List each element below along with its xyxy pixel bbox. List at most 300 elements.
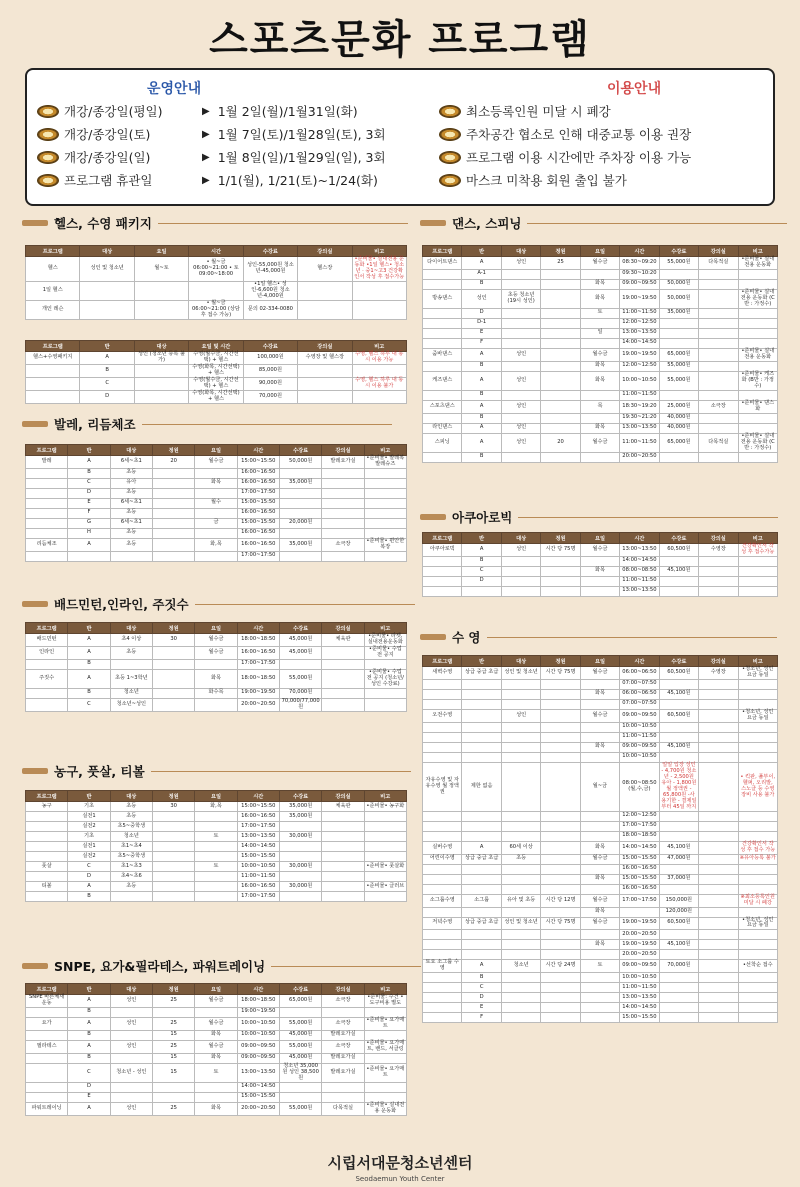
table-cell: 성인 및 청소년 [501,917,540,930]
table-cell: 인라인 [26,646,68,659]
table-cell: 발레요가실 [322,1030,364,1040]
column-header: 강의실 [322,984,364,995]
table-cell: 13:00~13:50 [620,586,659,596]
table-cell [68,551,110,561]
table-cell [423,983,462,993]
table-cell: 13:00~13:50 [237,832,279,842]
table-cell: 성인 [501,257,540,270]
table-cell [738,423,778,433]
table-cell [699,338,738,348]
table-cell: 20:00~20:50 [237,698,279,711]
table-cell [659,752,698,762]
table-cell [152,882,194,892]
table-cell [659,269,698,279]
table-cell: 13:00~13:50 [237,1063,279,1082]
table-cell: 소극장 [699,400,738,413]
table-cell: 16:00~16:50 [237,468,279,478]
table-cell [423,732,462,742]
table-cell [134,281,188,300]
table-cell [110,1092,152,1102]
table-cell: 소그룹 [462,894,501,907]
table-cell: 10:00~10:50 [237,862,279,872]
table-cell [501,732,540,742]
table-cell [195,812,237,822]
table-cell: 초4 이상 [110,634,152,647]
table-cell [501,1003,540,1013]
table-cell [423,884,462,894]
table-cell: 14:00~14:50 [237,1082,279,1092]
table-cell: 10:00~10:50 [620,371,659,390]
table-header-row [26,341,407,352]
table-cell: 실전2 [68,822,110,832]
table-cell: 6세~초1 [110,498,152,508]
table-cell [423,864,462,874]
table-cell: 45,100원 [659,742,698,752]
table-cell: 요가 [26,1017,68,1030]
table-cell [26,390,80,403]
table-cell [699,752,738,762]
table-cell [462,884,501,894]
table-cell [279,822,321,832]
table-row [423,732,778,742]
table-cell: 25,000원 [659,400,698,413]
table-cell: 초1~초3 [110,862,152,872]
table-cell [152,1082,194,1092]
table-cell [738,752,778,762]
table-cell [699,742,738,752]
table-cell: 토 [580,308,619,318]
table-cell: 14:00~14:50 [620,1003,659,1013]
table-cell: 45,000원 [279,1030,321,1040]
table-row [423,699,778,709]
table-cell: 초등 [110,488,152,498]
table-row [26,468,407,478]
column-header: 프로그램 [26,341,80,352]
column-header: 시간 [237,623,279,634]
column-header: 비고 [364,984,406,995]
table-cell: 일 [580,328,619,338]
table-cell [541,940,580,950]
section-badminton: 배드민턴,인라인, 주짓수 [22,595,415,613]
table-row [423,269,778,279]
column-header: 강의실 [298,246,352,257]
table-cell [26,1092,68,1102]
table-cell: 주짓수 [26,669,68,688]
table-cell [699,699,738,709]
footer [0,1152,800,1183]
table-cell [541,821,580,831]
aqua-table [422,532,778,597]
table-cell [364,551,406,561]
table-cell: •준비물• 수업 전 공지 [364,646,406,659]
table-cell [541,361,580,371]
table-cell: 발레 [26,456,68,469]
table-cell [541,709,580,722]
table-cell: •준비물• 라켓, 실내전용운동화 [364,634,406,647]
table-row [26,538,407,551]
table-cell [501,930,540,940]
table-row [26,822,407,832]
table-cell [541,864,580,874]
table-cell: 35,000원 [279,478,321,488]
table-cell: 45,000원 [279,634,321,647]
table-cell: 90,000원 [243,377,297,390]
table-cell: A [462,841,501,854]
table-cell: A [68,1102,110,1115]
table-cell: 수영(화목, 시간선택) + 헬스 [189,364,243,377]
table-cell [501,689,540,699]
column-header: 프로그램 [423,656,462,667]
table-cell: 초등 1~3학년 [110,669,152,688]
table-cell: A [462,960,501,973]
table-cell [541,279,580,289]
table-cell: 화목 [195,478,237,488]
table-cell: 60세 이상 [501,841,540,854]
table-cell [738,269,778,279]
table-row [423,544,778,557]
table-cell: 09:00~09:50 [237,1053,279,1063]
column-header: 반 [68,791,110,802]
table-cell [738,907,778,917]
table-cell: 성인 [110,1040,152,1053]
table-cell [152,488,194,498]
table-cell [134,390,188,403]
table-cell: 헬스 [26,257,80,282]
table-cell: 08:30~09:20 [620,257,659,270]
table-cell: 시간 당 12명 [541,894,580,907]
table-cell [279,872,321,882]
table-cell: 수영장 [699,667,738,680]
table-cell: 초등 [110,646,152,659]
table-cell: 실버수영 [423,841,462,854]
table-cell [738,983,778,993]
table-cell: 11:00~11:50 [237,872,279,882]
column-header: 수강료 [279,623,321,634]
table-cell [541,328,580,338]
table-cell [152,822,194,832]
table-cell [189,281,243,300]
table-cell: B [462,556,501,566]
table-cell: 17:00~17:50 [237,488,279,498]
table-cell: A [80,352,134,365]
table-cell [279,488,321,498]
table-cell: 월수금 [195,634,237,647]
table-cell: 09:00~09:50 [237,1040,279,1053]
table-cell: 35,000원 [279,812,321,822]
table-cell [462,689,501,699]
table-cell [298,390,352,403]
table-cell [659,884,698,894]
table-cell [699,390,738,400]
table-cell: 07:00~07:50 [620,679,659,689]
table-cell: •청소년, 성인 요금 동일 [738,709,778,722]
column-header: 강의실 [322,623,364,634]
table-cell: 16:00~16:50 [237,812,279,822]
operation-info-heading: 운영안내 [147,81,202,97]
table-row [423,423,778,433]
table-cell [110,659,152,669]
center-name: 시립서대문청소년센터 [327,1154,473,1172]
table-cell [699,930,738,940]
table-cell: 월수 [195,498,237,508]
bowl-icon [37,105,59,118]
table-cell: 65,000원 [279,995,321,1008]
table-cell: 수영(화목, 시간선택) + 헬스 [189,390,243,403]
section-health: 헬스, 수영 패키지 [22,214,408,232]
table-cell: 150,000원 [659,894,698,907]
table-cell [501,993,540,1003]
table-cell: A-1 [462,269,501,279]
table-cell: 성인 [501,709,540,722]
table-cell: 16:00~16:50 [237,882,279,892]
table-cell [152,812,194,822]
table-cell [423,907,462,917]
table-cell [580,752,619,762]
table-cell: 30,000원 [279,882,321,892]
table-cell: 06:00~06:50 [620,667,659,680]
table-cell [699,1013,738,1023]
table-cell [580,586,619,596]
table-cell: F [462,1013,501,1023]
table-cell: C [462,983,501,993]
table-cell [423,318,462,328]
table-cell: 25 [152,1102,194,1115]
table-cell [501,907,540,917]
table-cell: 55,000원 [279,1102,321,1115]
section-aqua: 아쿠아로빅 [420,508,778,526]
column-header: 비고 [738,246,778,257]
table-cell [541,423,580,433]
table-cell: 25 [541,257,580,270]
table-cell [134,377,188,390]
table-cell: 20 [541,433,580,452]
column-header: 반 [68,445,110,456]
table-cell: 다목적실 [699,433,738,452]
column-header: 대상 [110,984,152,995]
table-cell [152,892,194,902]
table-cell [501,556,540,566]
table-cell [26,488,68,498]
table-header-row [423,656,778,667]
table-cell [699,864,738,874]
table-cell [322,551,364,561]
table-cell: 85,000원 [243,364,297,377]
table-cell [501,864,540,874]
table-cell: 파워트레이닝 [26,1102,68,1115]
table-cell: 수영, 헬스 하루 내 동시 이용 불가 [352,377,406,390]
table-cell [423,930,462,940]
info-box [25,68,775,206]
table-row [26,281,407,300]
table-cell: F [462,338,501,348]
column-header: 반 [80,341,134,352]
column-header: 수강료 [659,533,698,544]
table-cell [322,842,364,852]
table-cell: 65,000원 [659,348,698,361]
table-cell: 09:00~09:50 [620,709,659,722]
column-header: 수강료 [243,341,297,352]
table-cell [699,361,738,371]
table-cell: •준비물• 실내전용 운동화 [738,257,778,270]
table-cell [659,576,698,586]
table-row [423,361,778,371]
table-cell [699,722,738,732]
table-row [423,289,778,308]
table-cell [462,699,501,709]
table-cell [322,1092,364,1102]
table-cell [580,983,619,993]
table-cell: 6세~초1 [110,518,152,528]
table-cell [541,874,580,884]
table-cell [423,689,462,699]
column-header: 요일 [580,246,619,257]
column-header: 요일 [580,533,619,544]
table-cell: 월~토 [134,257,188,282]
column-header: 비고 [352,246,406,257]
table-row [26,832,407,842]
column-header: 정원 [152,791,194,802]
table-cell: •준비물• 요가매트 [364,1017,406,1030]
table-cell [501,452,540,462]
table-cell [738,338,778,348]
table-cell [423,1013,462,1023]
table-cell [462,709,501,722]
table-cell: C [462,566,501,576]
column-header: 프로그램 [423,533,462,544]
table-cell: 월수금 [580,433,619,452]
table-cell [80,300,134,319]
table-cell [699,1003,738,1013]
table-cell [195,882,237,892]
column-header: 정원 [152,984,194,995]
table-cell: 70,000원 [279,688,321,698]
table-cell: E [68,498,110,508]
table-cell: 상급 중급 초급 [462,917,501,930]
table-cell: 13:00~13:50 [620,328,659,338]
column-header: 정원 [541,533,580,544]
table-cell [110,551,152,561]
table-cell: A [68,634,110,647]
table-cell [322,832,364,842]
column-header: 요일 [195,984,237,995]
column-header: 강의실 [322,445,364,456]
table-cell: 14:00~14:50 [620,841,659,854]
table-cell [462,831,501,841]
table-cell: 19:00~19:50 [620,348,659,361]
table-row [26,882,407,892]
table-cell [699,732,738,742]
table-row [423,318,778,328]
column-header: 프로그램 [423,246,462,257]
table-cell: 월~금 [580,762,619,811]
table-cell [541,679,580,689]
table-cell: 11:00~11:50 [620,983,659,993]
table-cell [699,709,738,722]
table-cell: •준비물• 풋살화 [364,862,406,872]
table-cell [322,659,364,669]
table-cell: 25 [152,1017,194,1030]
table-cell [699,279,738,289]
table-cell: 화목 [195,669,237,688]
table-cell [279,498,321,508]
table-cell: B [462,279,501,289]
column-header: 대상 [110,791,152,802]
table-cell: 화목 [580,566,619,576]
usage-row: 마스크 미착용 회원 출입 불가 [439,171,627,189]
operation-row: 개강/종강일(토) ▶ 1월 7일(토)/1월28일(토), 3회 [37,125,386,143]
table-row [26,364,407,377]
table-row [26,659,407,669]
table-cell [26,822,68,832]
table-row [26,488,407,498]
table-cell: 발레요가실 [322,1063,364,1082]
column-header: 시간 [237,984,279,995]
table-cell: 리듬체조 [26,538,68,551]
table-cell: 08:00~08:50 (월,수,금) [620,762,659,811]
arrow-right-icon: ▶ [202,174,210,186]
table-cell: 초등 [110,508,152,518]
column-header: 프로그램 [26,445,68,456]
usage-info-heading: 이용안내 [607,81,662,97]
table-cell [423,576,462,586]
table-cell: 다이어트댄스 [423,257,462,270]
table-cell: 25 [152,995,194,1008]
bowl-icon [37,151,59,164]
table-cell: 1일 헬스 [26,281,80,300]
table-cell: B [462,413,501,423]
table-row [423,308,778,318]
table-cell: •선착순 접수 [738,960,778,973]
health-swim-package-table [25,340,407,404]
table-cell [364,478,406,488]
table-cell: 월수금 [580,854,619,864]
table-cell [423,993,462,1003]
table-cell [195,1082,237,1092]
table-cell [134,300,188,319]
table-cell: 35,000원 [279,802,321,812]
table-row [423,1013,778,1023]
table-cell: 청소년 [501,960,540,973]
table-cell: 55,000원 [279,1040,321,1053]
table-cell [580,864,619,874]
table-cell [580,452,619,462]
table-cell: 07:00~07:50 [620,699,659,709]
table-cell [26,528,68,538]
table-cell [152,832,194,842]
table-cell [501,269,540,279]
table-cell [738,566,778,576]
table-cell [580,973,619,983]
table-cell [423,699,462,709]
table-row [423,874,778,884]
table-cell: 12:00~12:50 [620,811,659,821]
table-cell [423,874,462,884]
table-cell: ※유아등록 불가 [738,854,778,864]
table-cell [195,1007,237,1017]
table-cell: 실전1 [68,812,110,822]
table-cell [110,1082,152,1092]
table-cell [423,586,462,596]
table-row [423,930,778,940]
table-row [423,576,778,586]
table-cell: 55,000원 [659,257,698,270]
table-cell [699,884,738,894]
table-cell [26,478,68,488]
table-cell: 19:00~19:50 [237,1007,279,1017]
table-cell [423,413,462,423]
table-cell: 헬스+수영패키지 [26,352,80,365]
table-cell: D [462,308,501,318]
